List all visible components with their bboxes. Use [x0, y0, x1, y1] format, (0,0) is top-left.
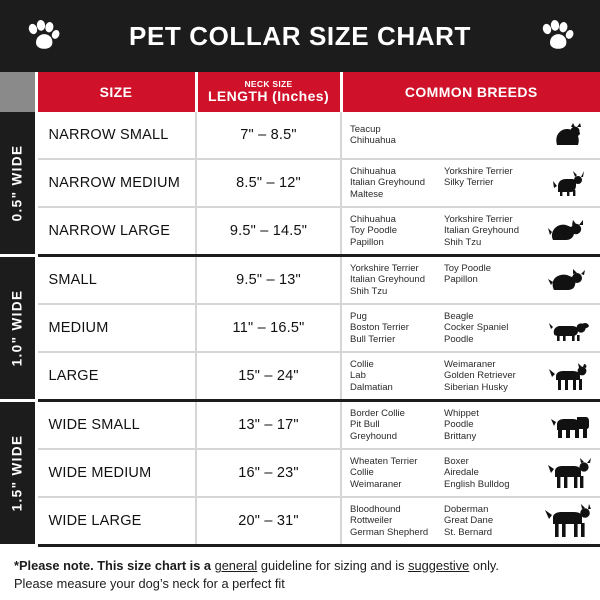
table-row: [0, 497, 600, 546]
table-row: [0, 304, 600, 352]
length-value: 16" – 23": [196, 449, 341, 497]
breeds-col-1: Chihuahua Toy Poodle Papillon: [350, 213, 398, 248]
pomeranian-icon: [538, 216, 600, 246]
breeds-col-1: Wheaten Terrier Collie Weimaraner: [350, 455, 418, 490]
size-chart-table: [0, 72, 600, 547]
boxer-icon: [538, 457, 600, 489]
table-row: [0, 449, 600, 497]
footnote-underline-general: general: [214, 558, 258, 573]
table-row: [0, 159, 600, 207]
breeds-col-2: Weimaraner Golden Retriever Siberian Husky: [444, 358, 516, 393]
footnote-underline-suggestive: suggestive: [408, 558, 470, 573]
group-label-1: 1.0" WIDE: [0, 256, 36, 401]
size-value: WIDE LARGE: [36, 497, 196, 546]
size-value: WIDE MEDIUM: [36, 449, 196, 497]
length-value: 11" – 16.5": [196, 304, 341, 352]
breeds-col-2: Yorkshire Terrier Silky Terrier: [444, 165, 513, 189]
breeds-cell: [341, 256, 600, 305]
breeds-col-1: Pug Boston Terrier Bull Terrier: [350, 310, 409, 345]
size-value: WIDE SMALL: [36, 401, 196, 450]
breeds-col-2: Yorkshire Terrier Italian Greyhound Shih Tzu: [444, 213, 519, 248]
breeds-cell: [341, 449, 600, 497]
length-value: 15" – 24": [196, 352, 341, 401]
breeds-column-header: COMMON BREEDS: [341, 72, 600, 112]
table-row: [0, 112, 600, 159]
breeds-cell: [341, 497, 600, 546]
breeds-col-2: Doberman Great Dane St. Bernard: [444, 503, 494, 538]
breeds-cell: [341, 159, 600, 207]
breeds-col-1: Yorkshire Terrier Italian Greyhound Shih Tzu: [350, 262, 425, 297]
length-value: 7" – 8.5": [196, 112, 341, 159]
table-row: [0, 401, 600, 450]
table-row: [0, 352, 600, 401]
paw-print-icon: [540, 20, 574, 50]
footnote: [0, 547, 600, 593]
doberman-icon: [538, 504, 600, 538]
length-value: 20" – 31": [196, 497, 341, 546]
footnote-line-1-part-b: guideline for sizing and is: [257, 558, 409, 573]
size-value: NARROW SMALL: [36, 112, 196, 159]
table-row: [0, 207, 600, 256]
length-value: 9.5" – 13": [196, 256, 341, 305]
footnote-line-1: [14, 557, 586, 575]
chart-header: [0, 0, 600, 72]
size-value: MEDIUM: [36, 304, 196, 352]
chihuahua-icon: [538, 168, 600, 198]
bulldog-icon: [538, 410, 600, 440]
footnote-line-1-part-a: *Please note. This size chart is a: [14, 558, 215, 573]
width-column-header: [0, 72, 36, 112]
breeds-col-2: Beagle Cocker Spaniel Poodle: [444, 310, 509, 345]
size-value: NARROW MEDIUM: [36, 159, 196, 207]
breeds-col-2: Toy Poodle Papillon: [444, 262, 492, 286]
size-column-header: SIZE: [36, 72, 196, 112]
length-value: 8.5" – 12": [196, 159, 341, 207]
size-value: LARGE: [36, 352, 196, 401]
size-value: SMALL: [36, 256, 196, 305]
breeds-cell: [341, 207, 600, 256]
breeds-col-1: Chihuahua Italian Greyhound Maltese: [350, 165, 425, 200]
length-value: 13" – 17": [196, 401, 341, 450]
breeds-cell: [341, 401, 600, 450]
shih-tzu-icon: [538, 265, 600, 295]
group-label-2: 1.5" WIDE: [0, 401, 36, 546]
breeds-col-1: Bloodhound Rottweiler German Shepherd: [350, 503, 429, 538]
breeds-cell: [341, 304, 600, 352]
small-fluffy-dog-icon: [538, 120, 600, 150]
breeds-cell: [341, 112, 600, 159]
length-value: 9.5" – 14.5": [196, 207, 341, 256]
breeds-col-1: Border Collie Pit Bull Greyhound: [350, 407, 405, 442]
size-value: NARROW LARGE: [36, 207, 196, 256]
length-sub-label: NECK SIZE: [244, 79, 293, 89]
beagle-icon: [538, 314, 600, 342]
table-header-row: [0, 72, 600, 112]
breeds-col-1: Collie Lab Dalmatian: [350, 358, 393, 393]
table-row: [0, 256, 600, 305]
standing-dog-icon: [538, 360, 600, 392]
breeds-col-1: Teacup Chihuahua: [350, 123, 396, 146]
breeds-cell: [341, 352, 600, 401]
page-title: PET COLLAR SIZE CHART: [129, 20, 471, 51]
footnote-line-2: Please measure your dog’s neck for a perfect fit: [14, 576, 285, 591]
length-main-label: LENGTH (Inches): [207, 88, 330, 104]
breeds-col-2: Boxer Airedale English Bulldog: [444, 455, 510, 490]
group-label-0: 0.5" WIDE: [0, 112, 36, 256]
breeds-col-2: [444, 124, 538, 147]
breeds-col-2: Whippet Poodle Brittany: [444, 407, 479, 442]
footnote-line-1-part-c: only.: [469, 558, 499, 573]
paw-print-icon: [26, 20, 60, 50]
length-column-header: [196, 72, 341, 112]
